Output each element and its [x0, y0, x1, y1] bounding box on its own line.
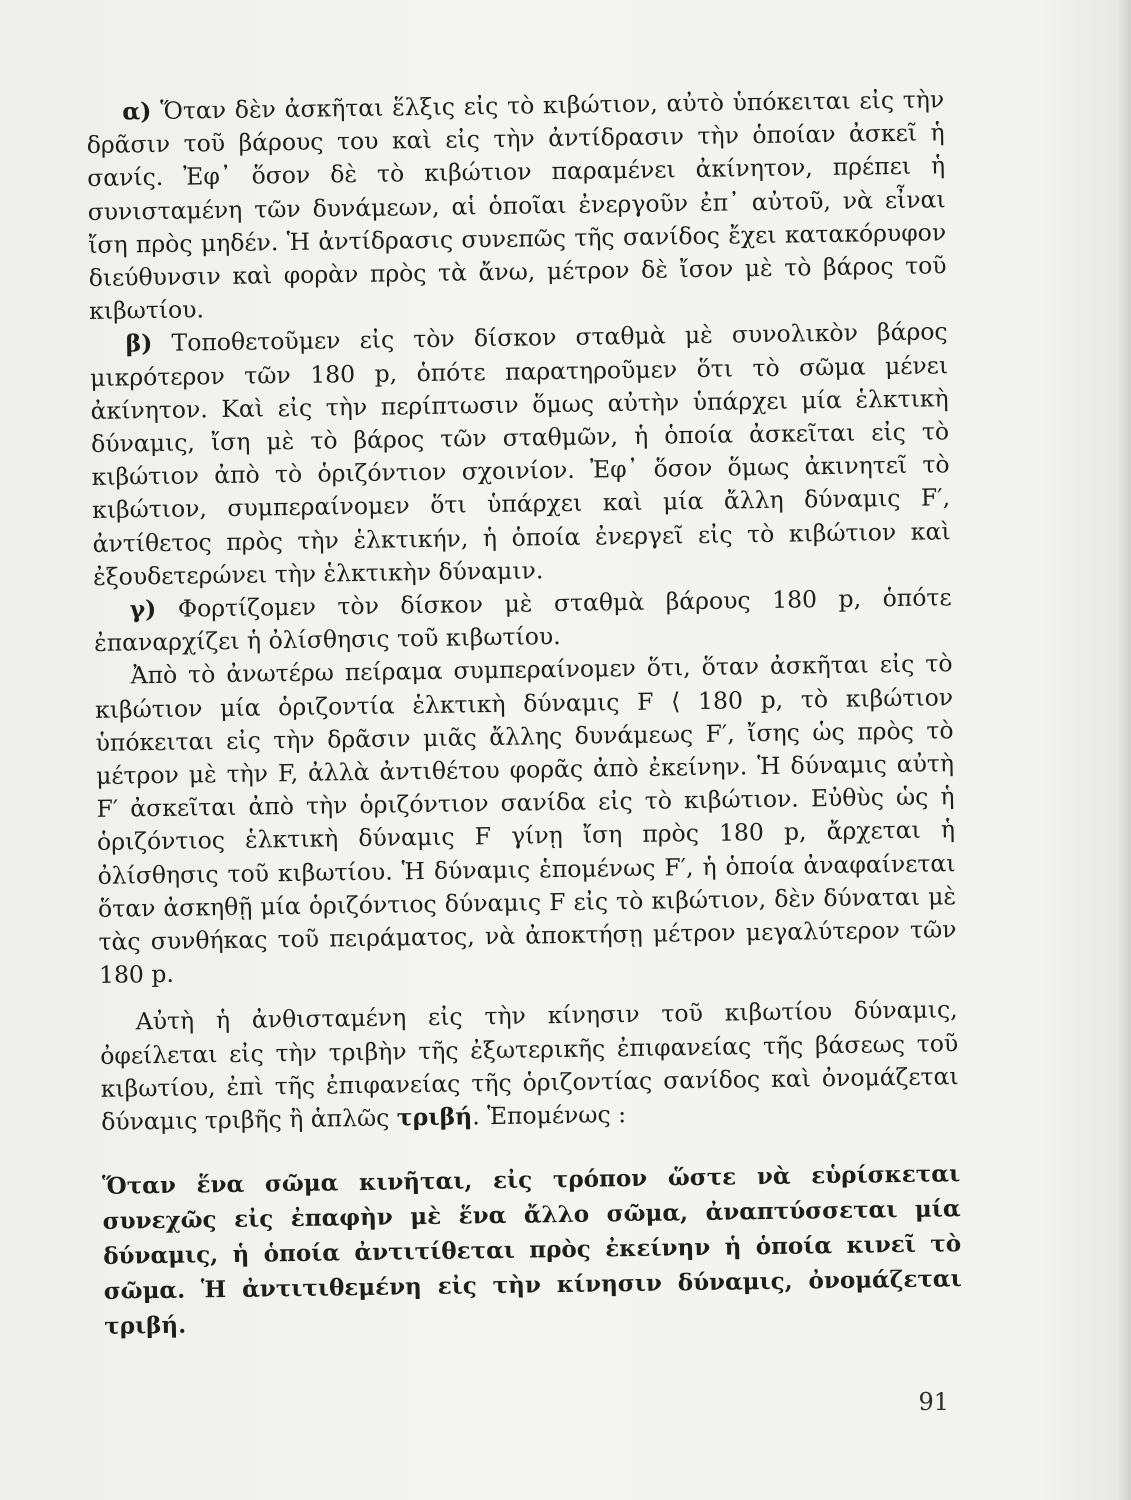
item-label-a: α)	[122, 97, 152, 126]
paragraph-conclusion	[94, 648, 957, 993]
page-edge-shadow	[1117, 0, 1131, 1500]
paragraph-c	[93, 581, 952, 660]
item-label-c: γ)	[129, 595, 157, 624]
paragraph-friction	[100, 994, 960, 1140]
paragraph-b-text: Τοποθετοῦμεν εἰς τὸν δίσκον σταθμὰ μὲ συνολικὸν βάρος μικρότερον τῶν 180 p, ὁπότε παρατηροῦμεν ὅτι τὸ σῶμα μένει ἀκίνητον. Καὶ εἰς τὴν περίπτωσιν ὅμως αὐτὴν ὑπάρχει μία ἑλκτικὴ δύναμις, ἴση μὲ τὸ βάρος τῶν σταθμῶν, ἡ ὁποία ἀσκεῖται εἰς τὸ κιβώτιον ἀπὸ τὸ ὁριζόντιον σχοινίον. Ἐφ᾽ ὅσον ὅμως ἀκινητεῖ τὸ κιβώτιον, συμπεραίνομεν ὅτι ὑπάρχει καὶ μία ἄλλη δύναμις F′, ἀντίθετος πρὸς τὴν ἑλκτικήν, ἡ ὁποία ἐνεργεῖ εἰς τὸ κιβώτιον καὶ ἐξουδετερώνει τὴν ἑλκτικὴν δύναμιν.	[89, 317, 951, 591]
friction-term: τριβή	[396, 1102, 473, 1132]
paragraph-friction-text: Αὐτὴ ἡ ἀνθισταμένη εἰς τὴν κίνησιν τοῦ κιβωτίου δύναμις, ὀφείλεται εἰς τὴν τριβὴν τῆς ἐξωτερικῆς ἐπιφανείας τῆς βάσεως τοῦ κιβωτίου, ἐπὶ τῆς ἐπιφανείας τῆς ὁριζοντίας σανίδος καὶ ὀνομάζεται δύναμις τριβῆς ἢ ἁπλῶς	[100, 995, 959, 1136]
item-label-b: β)	[125, 329, 153, 358]
paragraph-conclusion-text: Ἀπὸ τὸ ἀνωτέρω πείραμα συμπεραίνομεν ὅτι, ὅταν ἀσκῆται εἰς τὸ κιβώτιον μία ὁριζοντία ἑλκτικὴ δύναμις F ⟨ 180 p, τὸ κιβώτιον ὑπόκειται εἰς τὴν δρᾶσιν μιᾶς ἄλλης δυνάμεως F′, ἴσης ὡς πρὸς τὸ μέτρον μὲ τὴν F, ἀλλὰ ἀντιθέτου φορᾶς ἀπὸ ἐκείνην. Ἡ δύναμις αὐτὴ F′ ἀσκεῖται ἀπὸ τὴν ὁριζόντιον σανίδα εἰς τὸ κιβώτιον. Εὐθὺς ὡς ἡ ὁριζόντιος ἑλκτικὴ δύναμις F γίνῃ ἴση πρὸς 180 p, ἄρχεται ἡ ὀλίσθησις τοῦ κιβωτίου. Ἡ δύναμις ἑπομένως F′, ἡ ὁποία ἀναφαίνεται ὅταν ἀσκηθῇ μία ὁριζόντιος δύναμις F εἰς τὸ κιβώτιον, δὲν δύναται μὲ τὰς συνθήκας τοῦ πειράματος, νὰ ἀποκτήσῃ μέτρον μεγαλύτερον τῶν 180 p.	[94, 649, 957, 990]
paragraph-a	[86, 83, 947, 328]
paragraph-c-text: Φορτίζομεν τὸν δίσκον μὲ σταθμὰ βάρους 180 p, ὁπότε ἐπαναρχίζει ἡ ὀλίσθησις τοῦ κιβωτίου.	[93, 583, 952, 658]
page-number: 91	[918, 1388, 949, 1416]
page-body	[86, 83, 962, 1344]
paragraph-friction-tail: . Ἑπομένως :	[472, 1100, 627, 1131]
paragraph-a-text: Ὅταν δὲν ἀσκῆται ἕλξις εἰς τὸ κιβώτιον, αὐτὸ ὑπόκειται εἰς τὴν δρᾶσιν τοῦ βάρους του καὶ εἰς τὴν ἀντίδρασιν τὴν ὁποίαν ἀσκεῖ ἡ σανίς. Ἐφ᾽ ὅσον δὲ τὸ κιβώτιον παραμένει ἀκίνητον, πρέπει ἡ συνισταμένη τῶν δυνάμεων, αἱ ὁποῖαι ἐνεργοῦν ἐπ᾽ αὐτοῦ, νὰ εἶναι ἴση πρὸς μηδέν. Ἡ ἀντίδρασις συνεπῶς τῆς σανίδος ἔχει κατακόρυφον διεύθυνσιν καὶ φορὰν πρὸς τὰ ἄνω, μέτρον δὲ ἴσον μὲ τὸ βάρος τοῦ κιβωτίου.	[86, 85, 947, 326]
friction-definition: Ὅταν ἕνα σῶμα κινῆται, εἰς τρόπον ὥστε νὰ εὑρίσκεται συνεχῶς εἰς ἐπαφὴν μὲ ἕνα ἄλλο σῶμα, ἀναπτύσσεται μία δύναμις, ἡ ὁποία ἀντιτίθεται πρὸς ἐκείνην ἡ ὁποία κινεῖ τὸ σῶμα. Ἡ ἀντιτιθεμένη εἰς τὴν κίνησιν δύναμις, ὀνομάζεται τριβή.	[101, 1160, 962, 1341]
paragraph-b	[89, 316, 951, 594]
